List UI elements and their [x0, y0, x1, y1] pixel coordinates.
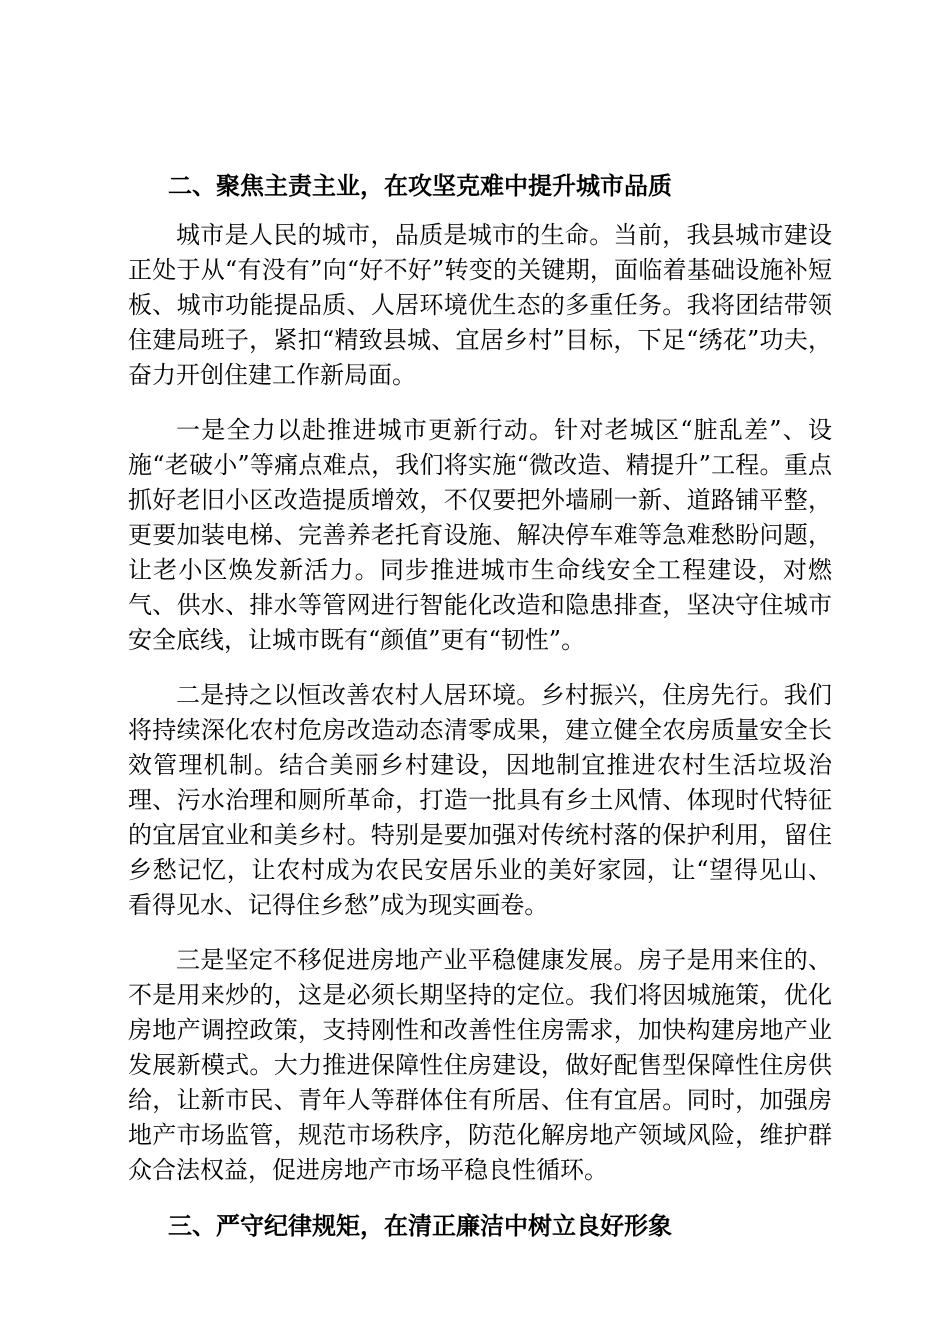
section-heading-two: 二、聚焦主责主业，在攻坚克难中提升城市品质: [168, 172, 672, 200]
document-page: [128, 168, 832, 1244]
intro-paragraph: 城市是人民的城市，品质是城市的生命。当前，我县城市建设正处于从“有没有”向“好不好”转变的关键期，面临着基础设施补短板、城市功能提品质、人居环境优生态的多重任务。我将团结带领住建局班子，紧扣“精致县城、宜居乡村”目标，下足“绣花”功夫，奋力开创住建工作新局面。: [128, 221, 832, 389]
point-two-paragraph: 二是持之以恒改善农村人居环境。乡村振兴，住房先行。我们将持续深化农村危房改造动态清零成果，建立健全农房质量安全长效管理机制。结合美丽乡村建设，因地制宜推进农村生活垃圾治理、污水治理和厕所革命，打造一批具有乡土风情、体现时代特征的宜居宜业和美乡村。特别是要加强对传统村落的保护利用，留住乡愁记忆，让农村成为农民安居乐业的美好家园，让“望得见山、看得见水、记得住乡愁”成为现实画卷。: [128, 681, 832, 919]
section-heading-three: 三、严守纪律规矩，在清正廉洁中树立良好形象: [168, 1212, 672, 1240]
point-three-paragraph: 三是坚定不移促进房地产业平稳健康发展。房子是用来住的、不是用来炒的，这是必须长期坚持的定位。我们将因城施策，优化房地产调控政策，支持刚性和改善性住房需求，加快构建房地产业发展新模式。大力推进保障性住房建设，做好配售型保障性住房供给，让新市民、青年人等群体住有所居、住有宜居。同时，加强房地产市场监管，规范市场秩序，防范化解房地产领域风险，维护群众合法权益，促进房地产市场平稳良性循环。: [128, 946, 832, 1184]
point-one-paragraph: 一是全力以赴推进城市更新行动。针对老城区“脏乱差”、设施“老破小”等痛点难点，我们将实施“微改造、精提升”工程。重点抓好老旧小区改造提质增效，不仅要把外墙刷一新、道路铺平整，更要加装电梯、完善养老托育设施、解决停车难等急难愁盼问题，让老小区焕发新活力。同步推进城市生命线安全工程建设，对燃气、供水、排水等管网进行智能化改造和隐患排查，坚决守住城市安全底线，让城市既有“颜值”更有“韧性”。: [128, 416, 832, 654]
